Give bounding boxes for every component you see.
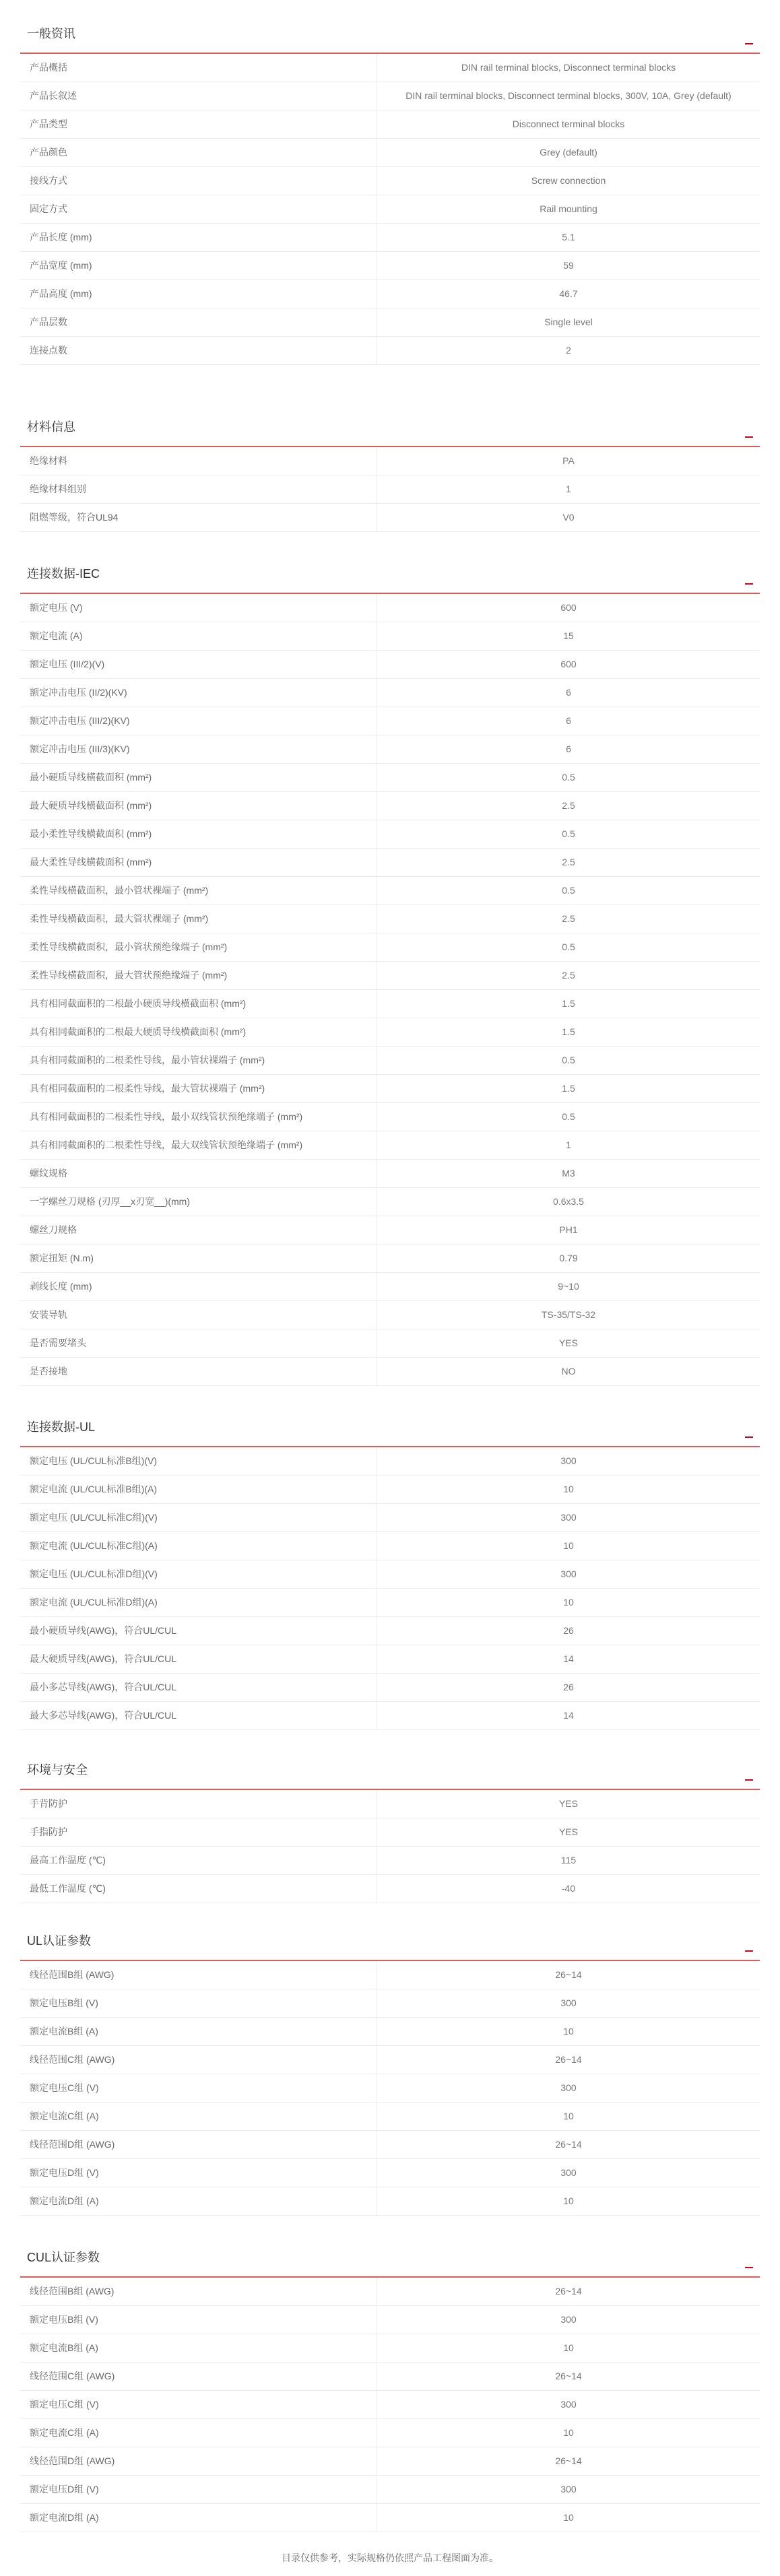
spec-value: 14	[563, 1653, 574, 1664]
table-row	[20, 308, 760, 337]
spec-value: 6	[566, 744, 571, 754]
spec-value: 2	[566, 345, 571, 356]
table-row	[20, 792, 760, 820]
spec-value: 26~14	[555, 2286, 582, 2297]
table-row	[20, 1216, 760, 1245]
spec-label: 螺纹规格	[20, 1160, 377, 1187]
spec-label: 产品概括	[20, 54, 377, 81]
spec-label: 额定电压 (UL/CUL标准D组)(V)	[20, 1560, 377, 1588]
spec-label: 螺丝刀规格	[20, 1216, 377, 1244]
collapse-toggle-icon[interactable]	[745, 436, 753, 438]
table-row	[20, 224, 760, 252]
spec-value: 300	[560, 2399, 577, 2410]
spec-label: 产品长叙述	[20, 82, 377, 110]
spec-label: 手指防护	[20, 1818, 377, 1846]
spec-label: 一字螺丝刀规格 (刃厚__x刃宽__)(mm)	[20, 1188, 377, 1216]
spec-label: 额定电压D组 (V)	[20, 2159, 377, 2187]
spec-label: 柔性导线横截面积，最小管状裸端子 (mm²)	[20, 877, 377, 904]
table-row	[20, 2476, 760, 2504]
spec-value: 115	[560, 1855, 577, 1865]
table-row	[20, 1329, 760, 1358]
spec-value: 2.5	[562, 857, 575, 867]
spec-label: 接线方式	[20, 167, 377, 195]
spec-section	[20, 20, 760, 365]
table-row	[20, 82, 760, 110]
collapse-toggle-icon[interactable]	[745, 2267, 753, 2268]
spec-label: 安装导轨	[20, 1301, 377, 1329]
spec-value: 26	[563, 1682, 574, 1692]
table-row	[20, 1301, 760, 1329]
spec-value: 5.1	[562, 232, 575, 242]
section-title: 环境与安全	[27, 1763, 88, 1777]
spec-label: 柔性导线横截面积，最小管状预绝缘端子 (mm²)	[20, 933, 377, 961]
spec-label: 线径范围C组 (AWG)	[20, 2363, 377, 2390]
spec-label: 最大硬质导线横截面积 (mm²)	[20, 792, 377, 820]
section-title: 连接数据-UL	[27, 1420, 96, 1434]
spec-value: 15	[563, 630, 574, 641]
spec-value: 1	[566, 1140, 571, 1150]
spec-section	[20, 1927, 760, 2216]
table-row	[20, 594, 760, 622]
spec-value: 26	[563, 1625, 574, 1636]
spec-label: 最小柔性导线横截面积 (mm²)	[20, 820, 377, 848]
spec-value: 300	[560, 1512, 577, 1523]
spec-value: TS-35/TS-32	[541, 1309, 596, 1320]
spec-value: YES	[558, 1826, 578, 1837]
table-row	[20, 1047, 760, 1075]
spec-label: 具有相同截面积的二根柔性导线，最大双线管状预绝缘端子 (mm²)	[20, 1131, 377, 1159]
table-row	[20, 1875, 760, 1903]
spec-label: 额定电压 (V)	[20, 594, 377, 622]
spec-label: 产品类型	[20, 110, 377, 138]
spec-label: 额定电流 (A)	[20, 622, 377, 650]
spec-value: DIN rail terminal blocks, Disconnect terminal blocks	[461, 62, 676, 73]
spec-label: 额定电流B组 (A)	[20, 2018, 377, 2045]
section-header	[20, 20, 760, 54]
section-title: 材料信息	[27, 420, 75, 434]
spec-label: 最高工作温度 (℃)	[20, 1847, 377, 1874]
table-row	[20, 1847, 760, 1875]
spec-value: 2.5	[562, 913, 575, 924]
spec-value: -40	[561, 1883, 576, 1894]
spec-label: 线径范围B组 (AWG)	[20, 2278, 377, 2305]
spec-value: DIN rail terminal blocks, Disconnect terminal blocks, 300V, 10A, Grey (default)	[405, 90, 732, 101]
table-row	[20, 504, 760, 532]
table-row	[20, 849, 760, 877]
spec-label: 柔性导线横截面积，最大管状裸端子 (mm²)	[20, 905, 377, 933]
spec-label: 绝缘材料组别	[20, 475, 377, 503]
spec-value: 600	[560, 659, 577, 669]
spec-value: 10	[563, 1597, 574, 1608]
section-header	[20, 1414, 760, 1447]
collapse-toggle-icon[interactable]	[745, 1950, 753, 1952]
spec-label: 线径范围B组 (AWG)	[20, 1961, 377, 1989]
table-row	[20, 167, 760, 195]
spec-label: 额定电流B组 (A)	[20, 2334, 377, 2362]
table-row	[20, 1560, 760, 1589]
table-row	[20, 1790, 760, 1818]
spec-section	[20, 414, 760, 532]
spec-label: 是否需要堵头	[20, 1329, 377, 1357]
spec-value: 10	[563, 1540, 574, 1551]
table-row	[20, 735, 760, 764]
table-row	[20, 2159, 760, 2187]
spec-label: 具有相同截面积的二根柔性导线，最小双线管状预绝缘端子 (mm²)	[20, 1103, 377, 1131]
table-row	[20, 1504, 760, 1532]
spec-label: 额定电流 (UL/CUL标准B组)(A)	[20, 1476, 377, 1503]
collapse-toggle-icon[interactable]	[745, 1779, 753, 1781]
table-row	[20, 1645, 760, 1674]
table-row	[20, 679, 760, 707]
spec-label: 柔性导线横截面积，最大管状预绝缘端子 (mm²)	[20, 962, 377, 989]
table-row	[20, 2419, 760, 2447]
table-row	[20, 962, 760, 990]
spec-label: 最大硬质导线(AWG)，符合UL/CUL	[20, 1645, 377, 1673]
table-row	[20, 622, 760, 651]
spec-label: 额定电压B组 (V)	[20, 1989, 377, 2017]
table-row	[20, 252, 760, 280]
collapse-toggle-icon[interactable]	[745, 583, 753, 585]
section-header	[20, 2244, 760, 2278]
spec-value: 0.5	[562, 1111, 575, 1122]
spec-label: 额定冲击电压 (II/2)(KV)	[20, 679, 377, 706]
spec-value: 0.5	[562, 772, 575, 783]
table-row	[20, 2391, 760, 2419]
spec-section	[20, 1756, 760, 1903]
spec-label: 具有相同截面积的二根柔性导线，最大管状裸端子 (mm²)	[20, 1075, 377, 1102]
spec-label: 连接点数	[20, 337, 377, 364]
table-row	[20, 195, 760, 224]
spec-value: YES	[558, 1798, 578, 1809]
spec-value: 1.5	[562, 1026, 575, 1037]
collapse-toggle-icon[interactable]	[745, 1436, 753, 1438]
spec-value: 300	[560, 1455, 577, 1466]
section-header	[20, 414, 760, 447]
spec-label: 产品高度 (mm)	[20, 280, 377, 308]
table-row	[20, 110, 760, 139]
spec-label: 最小硬质导线(AWG)，符合UL/CUL	[20, 1617, 377, 1645]
table-row	[20, 1103, 760, 1131]
spec-value: 6	[566, 715, 571, 726]
spec-label: 额定电压B组 (V)	[20, 2306, 377, 2334]
spec-label: 额定电流 (UL/CUL标准D组)(A)	[20, 1589, 377, 1616]
table-row	[20, 1818, 760, 1847]
spec-label: 最低工作温度 (℃)	[20, 1875, 377, 1903]
spec-value: 10	[563, 2026, 574, 2037]
spec-label: 具有相同截面积的二根最大硬质导线横截面积 (mm²)	[20, 1018, 377, 1046]
table-row	[20, 1273, 760, 1301]
spec-value: 1.5	[562, 998, 575, 1009]
table-row	[20, 933, 760, 962]
table-row	[20, 1617, 760, 1645]
table-row	[20, 2306, 760, 2334]
spec-label: 线径范围C组 (AWG)	[20, 2046, 377, 2074]
spec-label: 固定方式	[20, 195, 377, 223]
spec-label: 额定冲击电压 (III/3)(KV)	[20, 735, 377, 763]
footer-note: 目录仅供参考，实际规格仍依照产品工程图面为准。	[282, 2552, 498, 2563]
spec-label: 阻燃等级，符合UL94	[20, 504, 377, 531]
spec-label: 产品宽度 (mm)	[20, 252, 377, 279]
spec-value: 26~14	[555, 2054, 582, 2065]
table-row	[20, 1131, 760, 1160]
spec-value: 59	[563, 260, 574, 271]
spec-value: 1	[566, 484, 571, 494]
spec-label: 最大柔性导线横截面积 (mm²)	[20, 849, 377, 876]
spec-value: NO	[561, 1366, 576, 1377]
section-header	[20, 1927, 760, 1961]
spec-label: 具有相同截面积的二根柔性导线，最小管状裸端子 (mm²)	[20, 1047, 377, 1074]
table-row	[20, 707, 760, 735]
spec-section	[20, 2244, 760, 2532]
table-row	[20, 1245, 760, 1273]
spec-section	[20, 560, 760, 1386]
spec-label: 额定电流D组 (A)	[20, 2187, 377, 2215]
section-title: UL认证参数	[27, 1934, 92, 1948]
table-row	[20, 1160, 760, 1188]
table-row	[20, 337, 760, 365]
table-row	[20, 1589, 760, 1617]
spec-label: 最小多芯导线(AWG)，符合UL/CUL	[20, 1674, 377, 1701]
spec-label: 额定电压 (UL/CUL标准B组)(V)	[20, 1447, 377, 1475]
spec-label: 线径范围D组 (AWG)	[20, 2447, 377, 2475]
spec-value: 300	[560, 2167, 577, 2178]
table-row	[20, 820, 760, 849]
spec-value: 14	[563, 1710, 574, 1721]
spec-label: 产品长度 (mm)	[20, 224, 377, 251]
table-row	[20, 2018, 760, 2046]
table-row	[20, 1989, 760, 2018]
table-row	[20, 139, 760, 167]
spec-label: 额定电流C组 (A)	[20, 2103, 377, 2130]
spec-value: 300	[560, 2082, 577, 2093]
spec-value: PA	[562, 455, 575, 466]
spec-value: 300	[560, 1568, 577, 1579]
spec-value: 2.5	[562, 800, 575, 811]
table-row	[20, 2363, 760, 2391]
spec-value: 46.7	[559, 288, 578, 299]
spec-label: 额定电流D组 (A)	[20, 2504, 377, 2532]
table-row	[20, 1961, 760, 1989]
table-row	[20, 1075, 760, 1103]
table-row	[20, 280, 760, 308]
section-title: 连接数据-IEC	[27, 567, 100, 581]
spec-value: 26~14	[555, 2455, 582, 2466]
spec-label: 最大多芯导线(AWG)，符合UL/CUL	[20, 1702, 377, 1729]
spec-value: 300	[560, 1997, 577, 2008]
table-row	[20, 2278, 760, 2306]
spec-label: 额定电压D组 (V)	[20, 2476, 377, 2503]
spec-value: Single level	[544, 317, 593, 327]
table-row	[20, 2504, 760, 2532]
spec-value: Grey (default)	[540, 147, 597, 158]
spec-value: 6	[566, 687, 571, 698]
table-row	[20, 475, 760, 504]
spec-label: 手背防护	[20, 1790, 377, 1818]
table-row	[20, 2103, 760, 2131]
spec-label: 绝缘材料	[20, 447, 377, 475]
spec-value: M3	[562, 1168, 575, 1179]
spec-value: 10	[563, 1484, 574, 1494]
section-header	[20, 560, 760, 594]
table-row	[20, 54, 760, 82]
spec-label: 具有相同截面积的二根最小硬质导线横截面积 (mm²)	[20, 990, 377, 1018]
spec-value: 10	[563, 2342, 574, 2353]
table-row	[20, 2074, 760, 2103]
spec-label: 剥线长度 (mm)	[20, 1273, 377, 1300]
spec-value: YES	[558, 1337, 578, 1348]
spec-label: 额定电压 (UL/CUL标准C组)(V)	[20, 1504, 377, 1531]
table-row	[20, 877, 760, 905]
table-row	[20, 2334, 760, 2363]
table-row	[20, 2046, 760, 2074]
spec-label: 额定电流 (UL/CUL标准C组)(A)	[20, 1532, 377, 1560]
table-row	[20, 764, 760, 792]
spec-value: 10	[563, 2427, 574, 2438]
spec-label: 是否接地	[20, 1358, 377, 1385]
spec-value: Screw connection	[531, 175, 606, 186]
spec-label: 产品颜色	[20, 139, 377, 166]
spec-label: 额定电压C组 (V)	[20, 2391, 377, 2418]
spec-value: 9~10	[558, 1281, 579, 1292]
table-row	[20, 1188, 760, 1216]
spec-value: 1.5	[562, 1083, 575, 1094]
spec-value: Disconnect terminal blocks	[512, 119, 625, 129]
table-row	[20, 2187, 760, 2216]
spec-value: 26~14	[555, 1969, 582, 1980]
spec-value: 0.5	[562, 942, 575, 952]
table-row	[20, 905, 760, 933]
table-row	[20, 1018, 760, 1047]
spec-value: 600	[560, 602, 577, 613]
spec-label: 产品层数	[20, 308, 377, 336]
spec-label: 额定电流C组 (A)	[20, 2419, 377, 2447]
section-header	[20, 1756, 760, 1790]
spec-value: 0.5	[562, 1055, 575, 1065]
table-row	[20, 2447, 760, 2476]
spec-value: 10	[563, 2195, 574, 2206]
section-title: CUL认证参数	[27, 2251, 100, 2264]
spec-value: 26~14	[555, 2139, 582, 2150]
spec-value: 0.79	[559, 1253, 578, 1263]
table-row	[20, 1702, 760, 1730]
table-row	[20, 2131, 760, 2159]
table-row	[20, 1447, 760, 1476]
spec-label: 额定电压C组 (V)	[20, 2074, 377, 2102]
spec-label: 额定电压 (III/2)(V)	[20, 651, 377, 678]
table-row	[20, 1476, 760, 1504]
table-row	[20, 990, 760, 1018]
spec-value: 0.6x3.5	[553, 1196, 584, 1207]
spec-value: Rail mounting	[540, 203, 597, 214]
spec-label: 线径范围D组 (AWG)	[20, 2131, 377, 2158]
spec-label: 额定冲击电压 (III/2)(KV)	[20, 707, 377, 735]
spec-label: 最小硬质导线横截面积 (mm²)	[20, 764, 377, 791]
section-title: 一般资讯	[27, 27, 75, 40]
collapse-toggle-icon[interactable]	[745, 43, 753, 44]
table-row	[20, 447, 760, 475]
spec-value: 0.5	[562, 885, 575, 896]
spec-value: 0.5	[562, 828, 575, 839]
spec-value: 300	[560, 2314, 577, 2325]
table-row	[20, 1532, 760, 1560]
table-row	[20, 1674, 760, 1702]
spec-value: 10	[563, 2512, 574, 2523]
spec-label: 额定扭矩 (N.m)	[20, 1245, 377, 1272]
spec-value: V0	[562, 512, 575, 523]
spec-section	[20, 1414, 760, 1730]
spec-value: 300	[560, 2484, 577, 2495]
spec-value: 2.5	[562, 970, 575, 981]
table-row	[20, 651, 760, 679]
table-row	[20, 1358, 760, 1386]
spec-value: PH1	[559, 1224, 578, 1235]
spec-value: 10	[563, 2111, 574, 2121]
spec-value: 26~14	[555, 2371, 582, 2381]
